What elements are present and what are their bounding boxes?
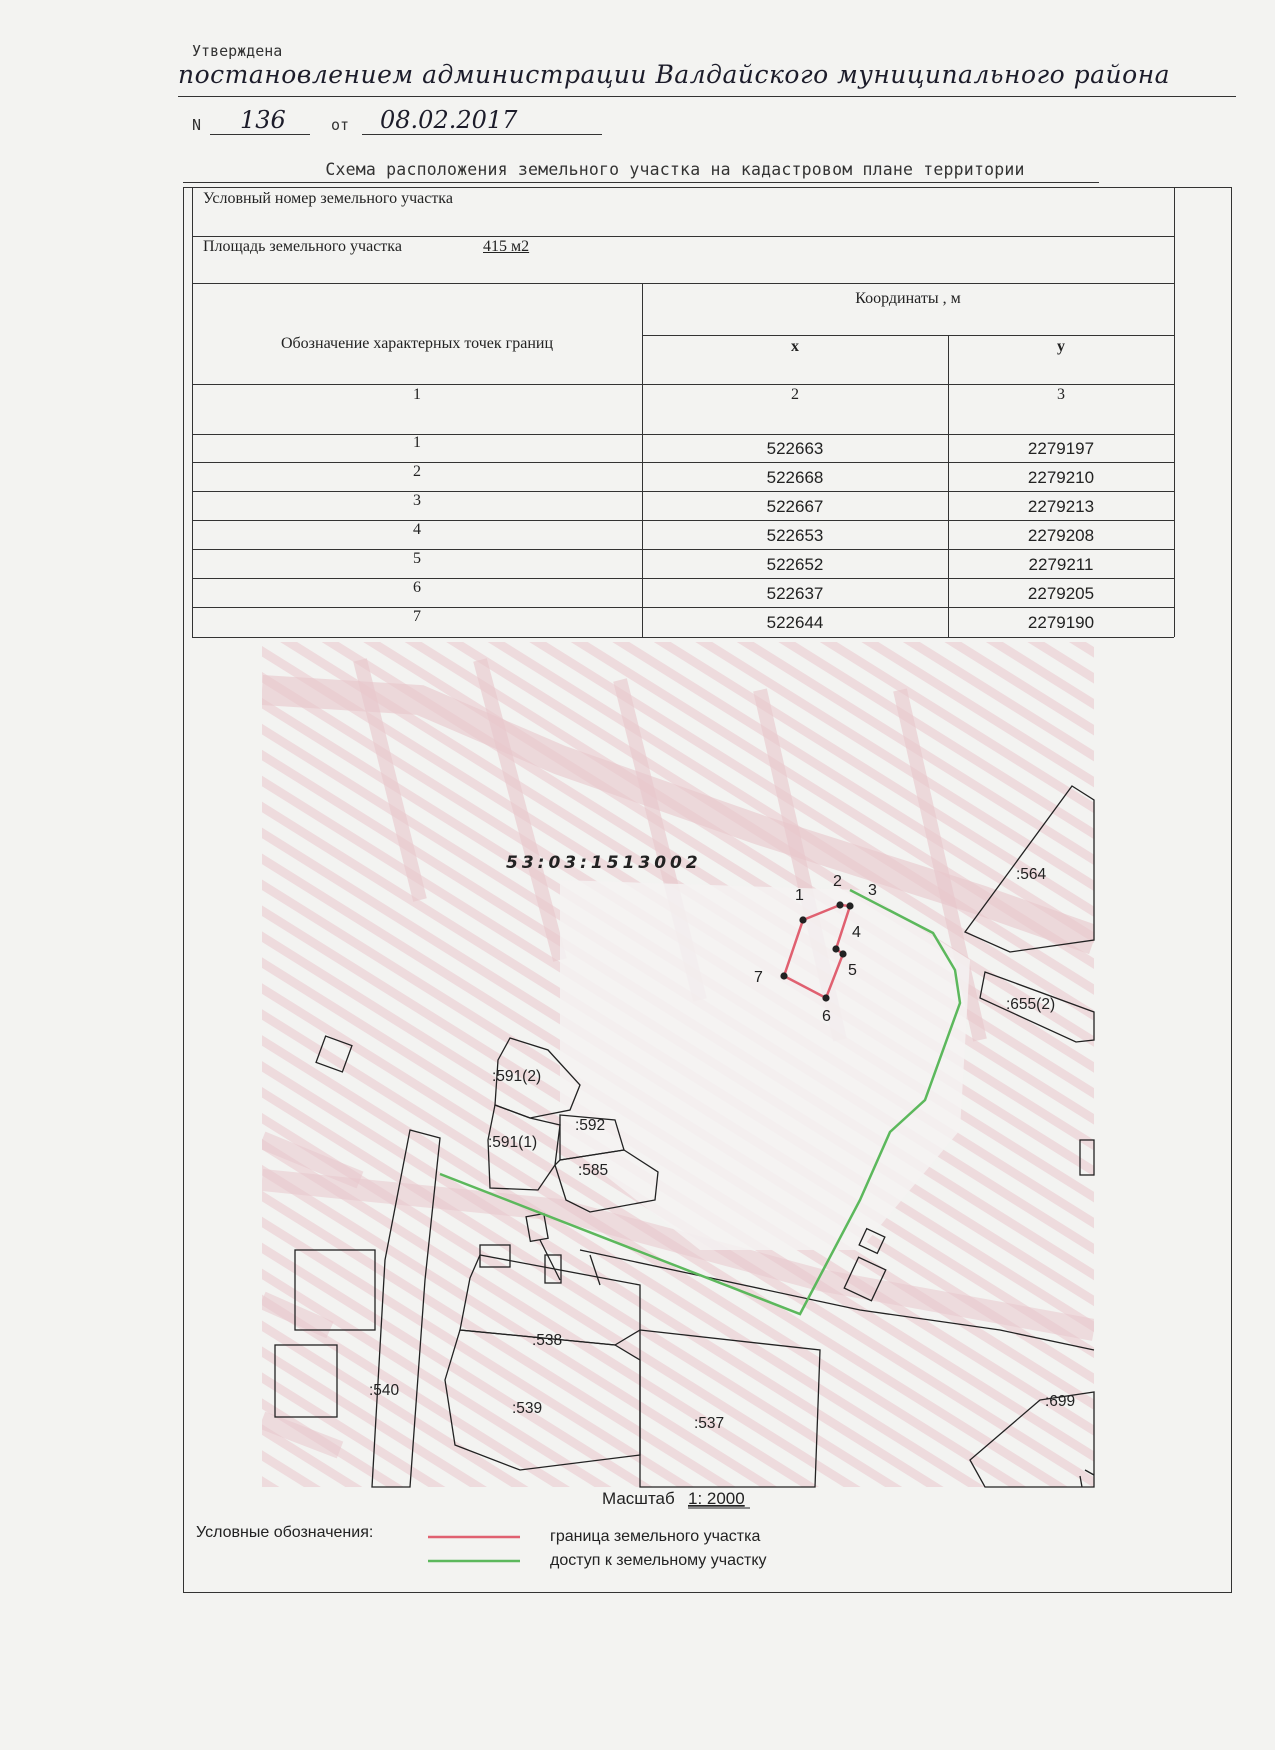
column-number: 2 [791,386,799,403]
point-number: 5 [413,550,421,567]
x-coordinate: 522667 [766,497,824,516]
parcel-label: :592 [575,1117,606,1134]
approved-by-handwritten: постановлением администрации Валдайского муниципального района [178,60,1171,89]
parcel-label: :540 [369,1382,400,1399]
x-coordinate: 522652 [766,555,824,574]
turning-point-2 [836,901,843,908]
y-header: y [1057,338,1065,355]
column-number: 1 [413,386,421,403]
parcel-label: :591(1) [488,1134,538,1151]
legend-boundary-label: граница земельного участка [550,1528,761,1545]
parcel-label: :655(2) [1006,996,1056,1013]
point-number: 6 [413,579,421,596]
scale-value: 1: 2000 [688,1489,745,1508]
column-number: 3 [1057,386,1065,403]
decree-date: 08.02.2017 [380,106,518,134]
point-label: 1 [795,887,804,904]
y-coordinate: 2279190 [1027,613,1095,632]
turning-point-4 [832,945,839,952]
parcel-label: :538 [532,1332,563,1349]
area-label: Площадь земельного участка [203,238,402,255]
point-number: 3 [413,492,421,509]
y-coordinate: 2279211 [1028,555,1094,574]
y-coordinate: 2279210 [1027,468,1095,487]
parcel-label: :699 [1045,1393,1076,1410]
y-coordinate: 2279208 [1027,526,1095,545]
x-coordinate: 522653 [766,526,824,545]
parcel-label: :537 [694,1415,725,1432]
point-label: 5 [848,962,857,979]
turning-point-6 [822,994,829,1001]
point-number: 1 [413,434,421,451]
coords-header: Координаты , м [855,290,961,307]
point-number: 2 [413,463,421,480]
approved-label: Утверждена [192,42,283,60]
y-coordinate: 2279213 [1027,497,1095,516]
turning-point-1 [799,916,806,923]
date-label: от [331,116,350,134]
y-coordinate: 2279197 [1027,439,1095,458]
number-label: N [192,116,202,134]
map-background [262,642,1094,1487]
x-header: x [791,338,799,355]
cadastral-quarter-number: 53:03:1513002 [506,853,702,873]
points-header: Обозначение характерных точек границ [280,335,553,352]
point-label: 6 [822,1008,831,1025]
point-label: 2 [833,873,842,890]
turning-point-3 [846,902,853,909]
point-number: 4 [413,521,421,538]
parcel-label: :564 [1016,866,1047,883]
point-label: 4 [852,924,861,941]
document-title: Схема расположения земельного участка на кадастровом плане территории [325,160,1025,179]
turning-point-7 [780,972,787,979]
area-value: 415 м2 [483,238,530,255]
legend-access-label: доступ к земельному участку [550,1552,767,1569]
point-label: 7 [754,969,763,986]
parcel-label: :585 [578,1162,609,1179]
x-coordinate: 522644 [766,613,824,632]
legend-title: Условные обозначения: [196,1524,374,1541]
x-coordinate: 522663 [766,439,824,458]
parcel-label: :591(2) [492,1068,542,1085]
decree-number: 136 [240,106,286,134]
x-coordinate: 522668 [766,468,824,487]
y-coordinate: 2279205 [1027,584,1095,603]
scale-label: Масштаб [602,1489,675,1508]
x-coordinate: 522637 [766,584,824,603]
turning-point-5 [839,950,846,957]
point-number: 7 [413,608,421,625]
parcel-label: :539 [512,1400,543,1417]
point-label: 3 [868,882,877,899]
conditional-number-label: Условный номер земельного участка [203,190,453,207]
